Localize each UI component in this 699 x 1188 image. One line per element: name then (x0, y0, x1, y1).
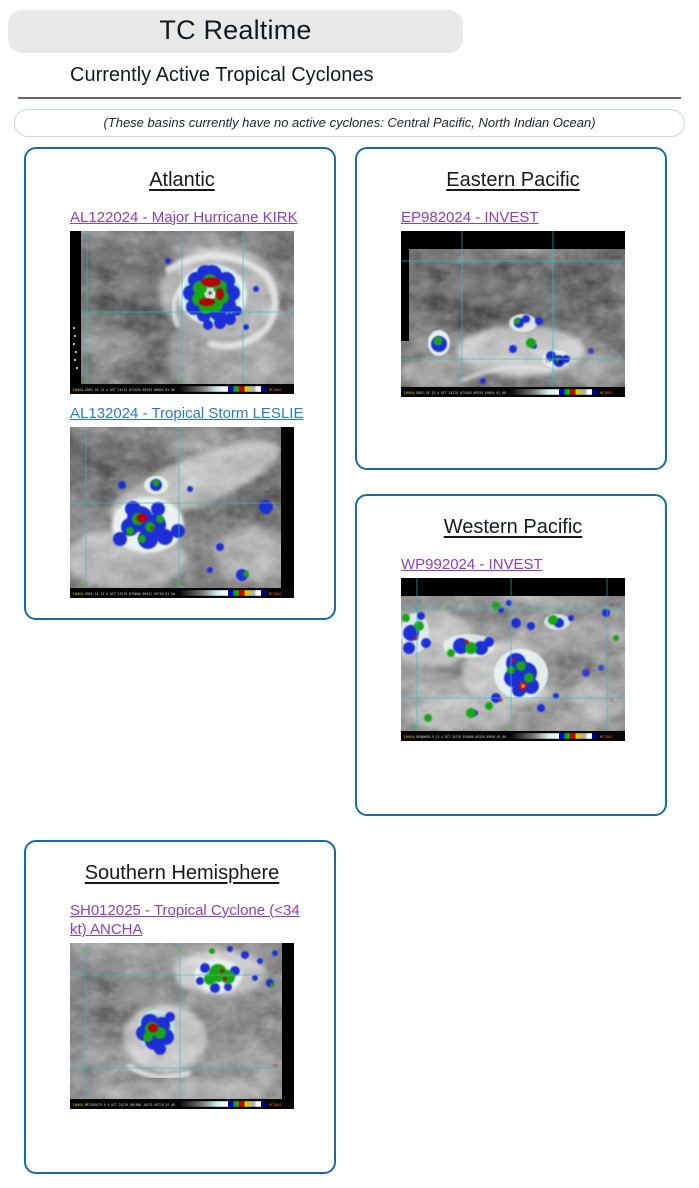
storm-link-wp99[interactable]: WP992024 - INVEST (401, 556, 543, 573)
left-column (24, 147, 336, 1174)
svg-text:50: 50 (273, 969, 278, 975)
svg-text:1000L: 1000L (403, 733, 415, 739)
svg-text:MCIDAS: MCIDAS (269, 387, 282, 392)
cloud-layer (70, 943, 294, 1107)
colorbar-segments (228, 1101, 267, 1107)
annotation-bar (401, 731, 625, 741)
svg-text:40: 40 (82, 581, 87, 587)
svg-text:60: 60 (83, 378, 88, 384)
header-divider (18, 97, 681, 99)
svg-text:GOES-16 13 4 OCT 24276 07102: GOES-16 13 4 OCT 24276 071020 09193 08024 01 00 (85, 386, 176, 392)
satellite-image-leslie[interactable] (70, 427, 294, 598)
basin-title-atlantic: Atlantic (149, 169, 215, 191)
svg-text:GOES-16 13 4 OCT 24276 07000: GOES-16 13 4 OCT 24276 070000 09431 09745 01 00 (85, 590, 176, 596)
svg-text:15: 15 (609, 602, 614, 608)
basin-card-western-pacific (355, 494, 667, 816)
right-column (355, 147, 667, 816)
colorbar-segments (228, 590, 267, 596)
basin-title-southern-hemisphere: Southern Hemisphere (84, 861, 280, 884)
colorbar-segments (559, 389, 598, 395)
satellite-image-ep98[interactable] (401, 231, 625, 397)
basin-card-atlantic (24, 147, 336, 620)
colorbar-segments (559, 733, 598, 739)
storm-link-ep98[interactable]: EP982024 - INVEST (401, 209, 539, 226)
satellite-image-wp99[interactable] (401, 578, 625, 741)
satellite-image-ancha[interactable] (70, 943, 294, 1109)
svg-text:80: 80 (272, 947, 277, 953)
svg-text:MCIDAS: MCIDAS (269, 1102, 282, 1107)
svg-text:MCIDAS: MCIDAS (600, 734, 613, 739)
svg-text:35: 35 (413, 723, 418, 729)
storm-link-leslie[interactable]: AL132024 - Tropical Storm LESLIE (70, 404, 304, 422)
app-title: TC Realtime (159, 15, 312, 45)
annotation-bar (70, 384, 294, 394)
top-margin-bar (401, 231, 625, 249)
storm-link-kirk[interactable]: AL122024 - Major Hurricane KIRK (70, 209, 298, 226)
top-margin-bar (401, 578, 625, 596)
svg-text:70: 70 (176, 947, 181, 953)
svg-text:1000L: 1000L (72, 386, 84, 392)
basin-title-eastern-pacific: Eastern Pacific (446, 169, 580, 191)
svg-text:HIMAWARI-9 13 4 OCT 24276 07: HIMAWARI-9 13 4 OCT 24276 070000 08318 09026 01 00 (416, 733, 507, 739)
left-margin-bar (401, 249, 409, 341)
storm-entry-kirk (70, 208, 298, 394)
basin-title-western-pacific: Western Pacific (443, 516, 583, 538)
svg-text:40: 40 (507, 723, 512, 729)
svg-text:30: 30 (282, 306, 287, 312)
svg-text:MCIDAS: MCIDAS (269, 591, 282, 596)
svg-text:60: 60 (82, 947, 87, 953)
right-margin-bar (282, 943, 294, 1099)
svg-text:1000L: 1000L (72, 590, 84, 596)
inactive-basins-notice: (These basins currently have no active cyclones: Central Pacific, North Indian Ocean) (14, 109, 685, 137)
storm-entry-leslie (70, 404, 304, 598)
svg-text:15: 15 (272, 497, 277, 503)
colorbar-segments (228, 386, 267, 392)
storm-entry-ancha (70, 901, 300, 1110)
svg-text:50: 50 (178, 378, 183, 384)
app-title-pill (8, 10, 463, 53)
svg-text:15: 15 (555, 376, 560, 382)
storm-entry-wp99 (401, 555, 625, 741)
left-margin-bar (70, 231, 81, 394)
annotation-bar (70, 1099, 294, 1109)
storm-entry-ep98 (401, 208, 625, 397)
basin-card-southern-hemisphere (24, 840, 336, 1174)
svg-text:20: 20 (545, 358, 550, 364)
storm-link-ancha[interactable]: SH012025 - Tropical Cyclone (<34 kt) ANCHA (70, 901, 300, 939)
svg-text:GOES-18 13 4 OCT 24276 07102: GOES-18 13 4 OCT 24276 071020 09339 09054 01 00 (416, 389, 507, 395)
basin-grid (0, 137, 699, 1188)
page-header (0, 10, 699, 137)
svg-text:METEOSAT9 9 4 OCT 24276 0619: METEOSAT9 9 4 OCT 24276 061900 10133 09718 01 00 (85, 1102, 176, 1108)
svg-text:55: 55 (273, 1062, 278, 1068)
annotation-bar (70, 588, 294, 598)
svg-text:1000L: 1000L (72, 1102, 84, 1108)
svg-text:20: 20 (609, 697, 614, 703)
page-subtitle: Currently Active Tropical Cyclones (70, 64, 374, 86)
right-margin-bar (281, 427, 294, 588)
svg-text:30: 30 (555, 255, 560, 261)
svg-text:MCIDAS: MCIDAS (600, 390, 613, 395)
svg-text:1000L: 1000L (403, 389, 415, 395)
annotation-bar (401, 387, 625, 397)
svg-text:30: 30 (175, 581, 180, 587)
cloud-layer (401, 231, 625, 389)
satellite-image-kirk[interactable] (70, 231, 294, 394)
basin-card-eastern-pacific (355, 147, 667, 470)
